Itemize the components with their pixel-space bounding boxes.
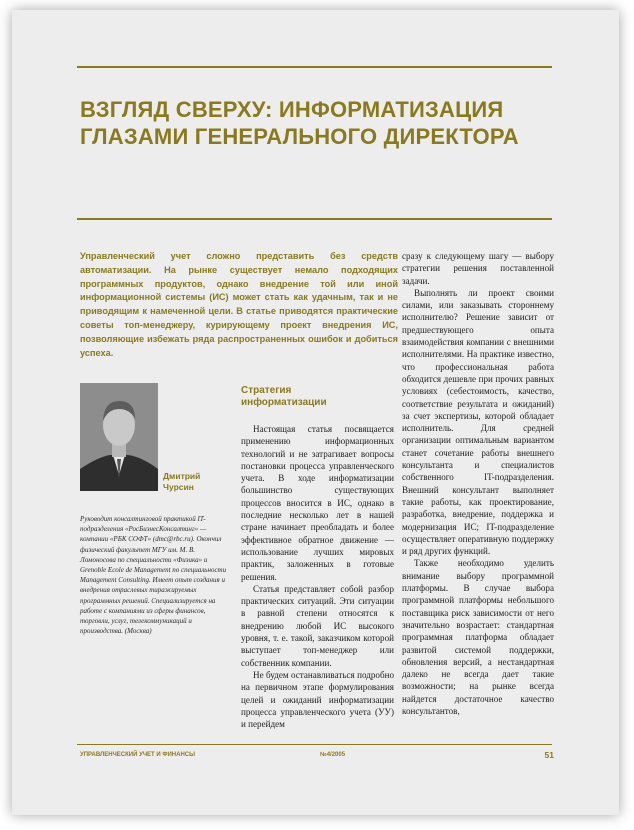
top-rule — [77, 66, 552, 68]
body-column-3 — [402, 250, 554, 717]
paragraph: Выполнять ли проект своими силами, или заказывать стороннему исполнителю? Решение зависит от предшествующего опыта взаимодействия компании с внешними исполнителями. На практике известно, что профессиональная работа обходится дешевле при прочих равных условиях (себестоимость, качество, соответствие результата и ожиданий) за счет экспертизы, которой обладает исполнитель. Для средней организации оптимальным вариантом станет сочетание работы внешнего консультанта и специалистов собственного IT-подразделения. Внешний консультант выполняет такие работы, как проектирование, разработка, внедрение, поддержка и модернизация ИС; IT-подразделение осуществляет оперативную поддержку и ряд других функций. — [402, 287, 554, 557]
author-portrait-icon — [80, 383, 158, 491]
journal-name: УПРАВЛЕНЧЕСКИЙ УЧЕТ И ФИНАНСЫ — [80, 752, 195, 758]
author-photo — [80, 383, 158, 491]
author-first-name: Дмитрий — [163, 471, 201, 481]
section-heading-line-2: информатизации — [241, 397, 327, 408]
paragraph: Настоящая статья посвящается применению информационных технологий и не затрагивает вопросы постановки процесса управленческого учета. В ходе информатизации большинство существующих процессов вносится в ИС, однако в последние несколько лет в нашей стране начинает преобладать и более эффективное обратное движение — использование лучших мировых практик, заложенных в готовые решения. — [241, 424, 394, 582]
title-rule — [77, 218, 552, 220]
paragraph: Статья представляет собой разбор практических ситуаций. Эти ситуации в равной степени относятся к внедрению любой ИС высокого уровня, т. е. такой, заказчиком которой выступает топ-менеджер или собственник компании. — [241, 583, 394, 668]
paragraph: Не будем останавливаться подробно на первичном этапе формулирования целей и ожиданий информатизации процесса управленческого учета (УУ) и перейдем — [241, 669, 394, 730]
paragraph: Также необходимо уделить внимание выбору программной платформы. В случае выбора программной платформы небольшого поставщика риск зависимости от него значительно возрастает: стандартная программная платформа обладает развитой системой поддержки, обновления версий, а нестандартная далеко не всегда дает такие возможности; на рынке всегда найдется достаточное качество консультантов, — [402, 558, 554, 716]
author-name — [163, 471, 200, 493]
section-heading-line-1: Стратегия — [241, 385, 292, 396]
lead-paragraph: Управленческий учет сложно представить без средств автоматизации. На рынке существует немало подходящих программных продуктов, однако внедрение той или иной информационной системы (ИС) может стать как удачным, так и не приводящим к намеченной цели. В статье приводятся практические советы топ-менеджеру, курирующему проект внедрения ИС, позволяющие избежать ряда распространенных ошибок и добиться успеха. — [80, 251, 398, 358]
page-number: 51 — [544, 750, 554, 760]
article-title — [80, 96, 560, 150]
body-column-2 — [241, 423, 394, 730]
title-line-2: ГЛАЗАМИ ГЕНЕРАЛЬНОГО ДИРЕКТОРА — [80, 124, 519, 149]
paragraph: сразу к следующему шагу — выбору стратегии решения поставленной задачи. — [402, 251, 554, 286]
issue-number: №4/2005 — [320, 752, 346, 758]
author-bio: Руководит консалтинговой практикой IT-подразделения «РосБизнесКонсалтинг» — компании «РБК СОФТ» (dmc@rbc.ru). Окончил физический факультет МГУ им. М. В. Ломоносова по специальности «Физика» и Grenoble Ecole de Management по специальности Management Consulting. Имеет опыт создания и внедрения отраслевых тиражируемых программных решений. Специализируется на работе с компаниями из сферы финансов, торговли, услуг, телекоммуникаций и производства. (Москва) — [80, 515, 227, 636]
author-last-name: Чурсин — [163, 482, 194, 492]
footer-rule — [77, 744, 552, 745]
section-heading — [241, 385, 327, 409]
title-line-1: ВЗГЛЯД СВЕРХУ: ИНФОРМАТИЗАЦИЯ — [80, 97, 504, 122]
